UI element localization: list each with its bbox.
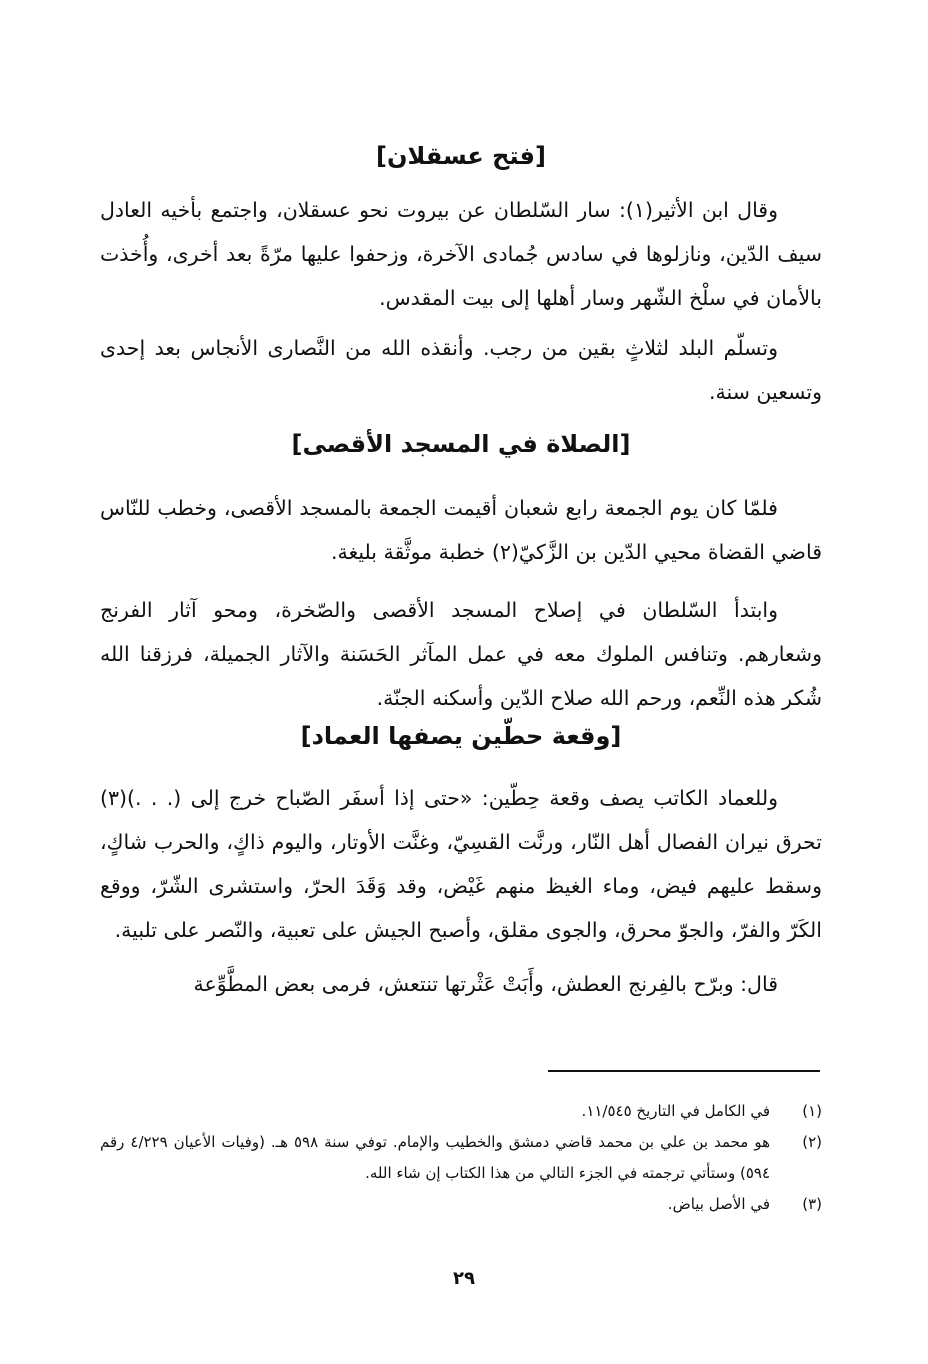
section-heading-ascalon: [فتح عسقلان] — [376, 142, 546, 170]
paragraph — [100, 588, 822, 720]
footnotes — [100, 1096, 822, 1220]
page-number: ٢٩ — [453, 1268, 475, 1289]
footnote-text: في الأصل بياض. — [667, 1195, 770, 1213]
paragraph-text: فلمّا كان يوم الجمعة رابع شعبان أقيمت الجمعة بالمسجد الأقصى، وخطب للنّاس قاضي القضاة محيي الدّين بن الزَّكيّ(٢) خطبة موثَّقة بليغة. — [100, 496, 822, 564]
paragraph — [100, 326, 822, 414]
paragraph — [100, 776, 822, 952]
paragraph-text: وقال ابن الأثير(١): سار السّلطان عن بيروت نحو عسقلان، واجتمع بأخيه العادل سيف الدّين، ونازلوها في سادس جُمادى الآخرة، وزحفوا عليها مرّةً بعد أخرى، وأُخذت بالأمان في سلْخ الشّهر وسار أهلها إلى بيت المقدس. — [100, 198, 822, 310]
section-body-hattin — [100, 776, 822, 1006]
footnote-number: (١) — [802, 1102, 822, 1120]
paragraph — [100, 486, 822, 574]
paragraph-text: وابتدأ السّلطان في إصلاح المسجد الأقصى والصّخرة، ومحو آثار الفرنج وشعارهم. وتنافس الملوك معه في عمل المآثر الحَسَنة والآثار الجميلة، فرزقنا الله شُكر هذه النِّعم، ورحم الله صلاح الدّين وأسكنه الجنّة. — [100, 598, 822, 710]
footnote-item — [100, 1189, 822, 1220]
paragraph-text: وللعماد الكاتب يصف وقعة حِطّين: «حتى إذا أسفَر الصّباح خرج إلى (. . .)(٣) تحرق نيران الفصال أهل النّار، ورنَّت القسِيّ، وغنَّت الأوتار، واليوم ذاكٍ، والحرب شاكٍ، وسقط عليهم فيض، وماء الغيظ منهم غَيْض، وقد وَقَدَ الحرّ، واستشرى الشّرّ، ووقع الكَرّ والفرّ، والجوّ محرق، والجوى مقلق، وأصبح الجيش على تعبية، والنّصر على تلبية. — [100, 786, 822, 942]
footnote-separator — [548, 1070, 820, 1072]
footnote-text: في الكامل في التاريخ ١١/٥٤٥. — [581, 1102, 770, 1120]
section-heading-aqsa-prayer: [الصلاة في المسجد الأقصى] — [291, 430, 631, 458]
paragraph — [100, 188, 822, 320]
paragraph-text: وتسلّم البلد لثلاثٍ بقين من رجب. وأنقذه الله من النَّصارى الأنجاس بعد إحدى وتسعين سنة. — [100, 336, 822, 404]
paragraph — [100, 962, 822, 1006]
footnote-text: هو محمد بن علي بن محمد قاضي دمشق والخطيب والإمام. توفي سنة ٥٩٨ هـ. (وفيات الأعيان ٤/٢٢٩ رقم ٥٩٤) وستأتي ترجمته في الجزء التالي من هذا الكتاب إن شاء الله. — [100, 1133, 770, 1182]
paragraph-text: قال: وبرّح بالفِرنج العطش، وأَبَتْ عَثْرتها تنتعش، فرمى بعض المطَّوِّعة — [193, 972, 778, 996]
section-body-aqsa-prayer — [100, 486, 822, 720]
section-body-ascalon — [100, 188, 822, 414]
footnote-item — [100, 1127, 822, 1189]
footnote-item — [100, 1096, 822, 1127]
section-heading-hattin: [وقعة حطّين يصفها العماد] — [300, 722, 622, 750]
footnote-number: (٣) — [802, 1195, 822, 1213]
footnote-number: (٢) — [802, 1133, 822, 1151]
